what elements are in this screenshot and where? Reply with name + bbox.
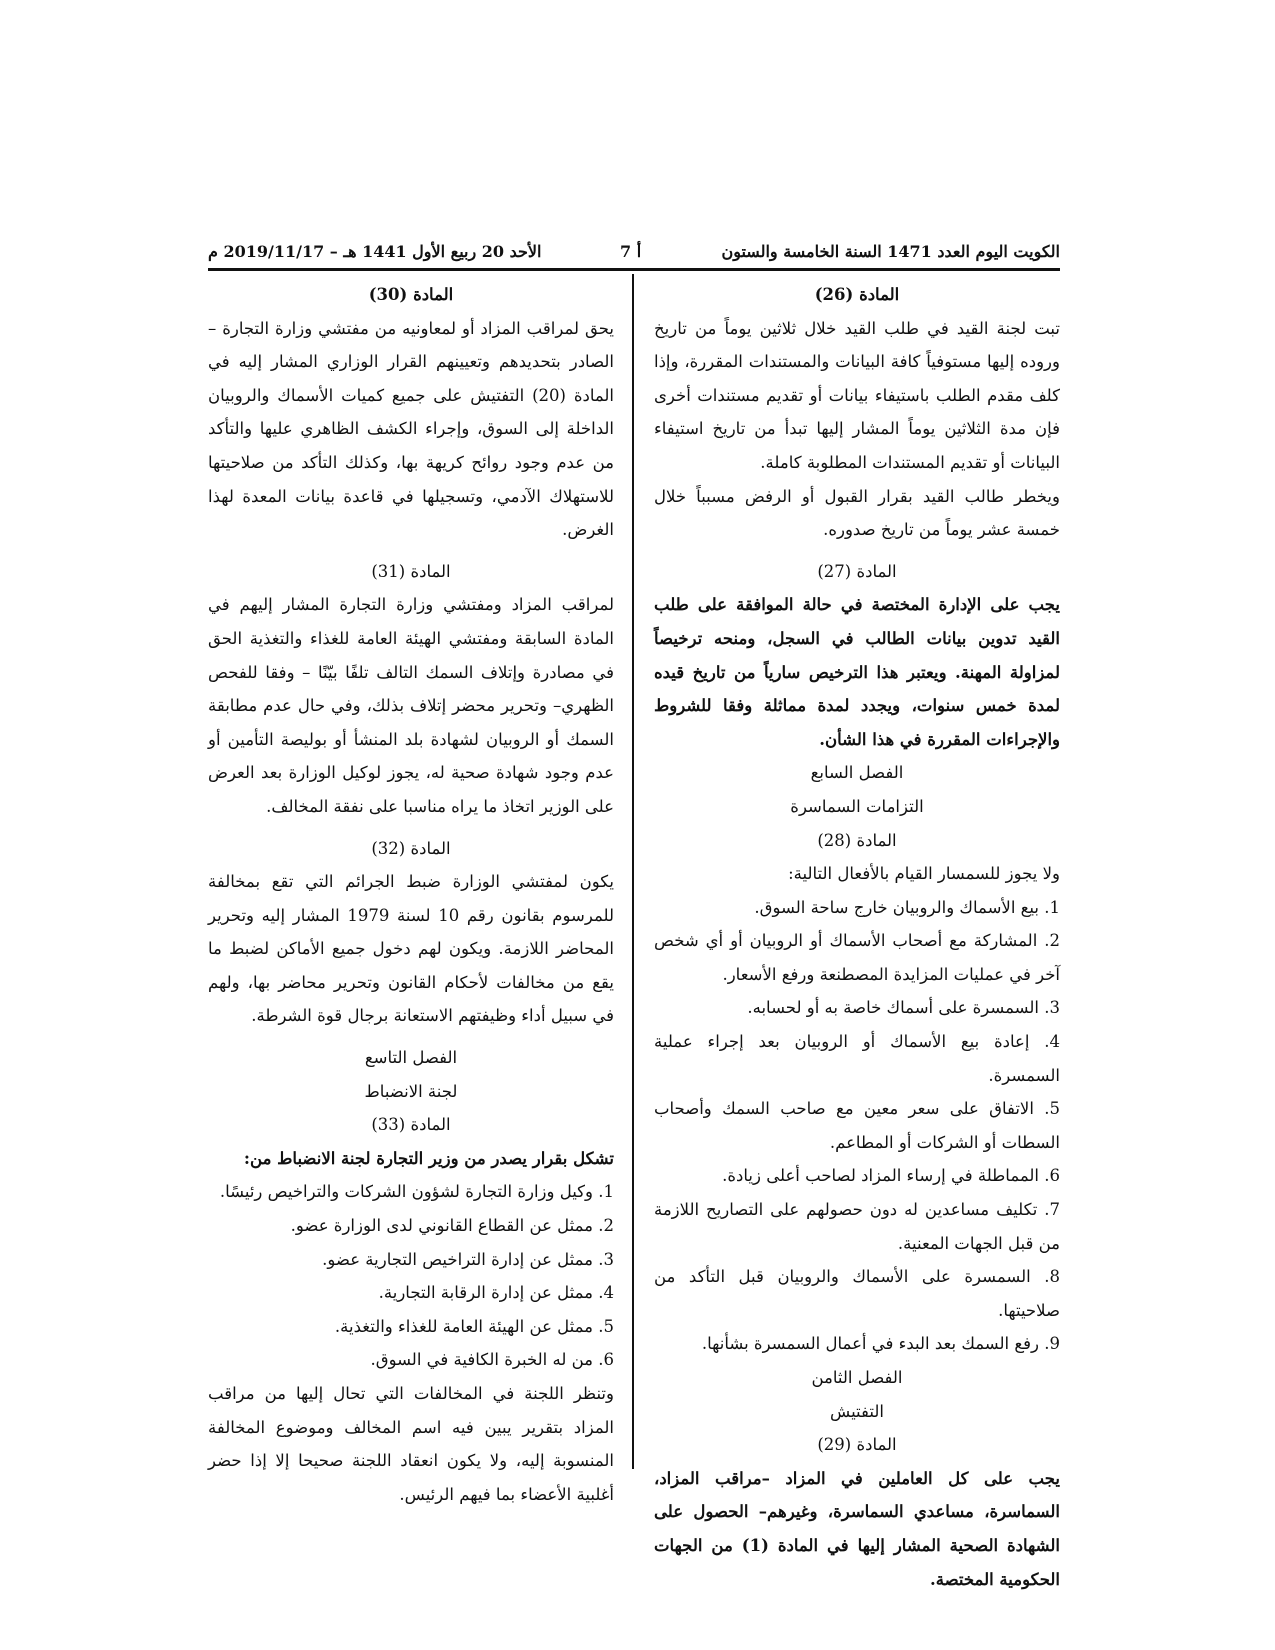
list-item: 5. الاتفاق على سعر معين مع صاحب السمك وأصحاب السطات أو الشركات أو المطاعم. xyxy=(654,1099,1060,1152)
issue-date: الأحد 20 ربيع الأول 1441 هـ – 2019/11/17 م xyxy=(208,242,542,261)
column-divider xyxy=(632,274,634,1469)
article-31-title: المادة (31) xyxy=(371,561,451,581)
article-26-paragraph-1: تبت لجنة القيد في طلب القيد خلال ثلاثين يوماً من تاريخ وروده إليها مستوفياً كافة البيانات والمستندات المقررة، وإذا كلف مقدم الطلب باستيفاء بيانات أو تقديم مستندات أخرى فإن مدة الثلاثين يوماً المشار إليها تبدأ من تاريخ استيفاء البيانات أو تقديم المستندات المطلوبة كاملة. xyxy=(654,318,1060,472)
article-28-title: المادة (28) xyxy=(817,830,897,850)
list-item: 9. رفع السمك بعد البدء في أعمال السمسرة بشأنها. xyxy=(701,1334,1060,1354)
list-item: 4. ممثل عن إدارة الرقابة التجارية. xyxy=(378,1283,614,1303)
article-32-paragraph-1: يكون لمفتشي الوزارة ضبط الجرائم التي تقع بمخالفة للمرسوم بقانون رقم 10 لسنة 1979 المشار إليه وتحرير المحاضر اللازمة. ويكون لهم دخول جميع الأماكن لضبط ما يقع من مخالفات لأحكام القانون وتحرير محاضر بها، ولهم في سبيل أداء وظيفتهم الاستعانة برجال قوة الشرطة. xyxy=(208,872,614,1026)
list-item: 2. المشاركة مع أصحاب الأسماك أو الروبيان أو أي شخص آخر في عمليات المزايدة المصطنعة ورفع الأسعار. xyxy=(654,931,1060,984)
article-26-title: المادة (26) xyxy=(814,285,900,304)
list-item: 3. ممثل عن إدارة التراخيص التجارية عضو. xyxy=(322,1249,614,1269)
article-27-title: المادة (27) xyxy=(817,561,897,581)
article-33-title: المادة (33) xyxy=(371,1115,451,1135)
article-29-paragraph-1: يجب على كل العاملين في المزاد –مراقب المزاد، السماسرة، مساعدي السماسرة، وغيرهم– الحصول على الشهادة الصحية المشار إليها في المادة (1) من الجهات الحكومية المختصة. xyxy=(654,1468,1060,1589)
list-item: 7. تكليف مساعدين له دون حصولهم على التصاريح اللازمة من قبل الجهات المعنية. xyxy=(654,1200,1060,1253)
page-number: أ 7 xyxy=(620,242,642,261)
article-30-title: المادة (30) xyxy=(368,285,454,304)
article-30-paragraph-1: يحق لمراقب المزاد أو لمعاونيه من مفتشي وزارة التجارة – الصادر بتحديدهم وتعيينهم القرار الوزاري المشار إليه في المادة (20) التفتيش على جميع كميات الأسماك والروبيان الداخلة إلى السوق، وإجراء الكشف الظاهري عليها والتأكد من عدم وجود روائح كريهة بها، وكذلك التأكد من صلاحيتها للاستهلاك الآدمي، وتسجيلها في قاعدة بيانات المعدة لهذا الغرض. xyxy=(208,318,615,540)
list-item: 1. بيع الأسماك والروبيان خارج ساحة السوق. xyxy=(754,897,1060,917)
article-31-paragraph-1: لمراقب المزاد ومفتشي وزارة التجارة المشار إليهم في المادة السابقة ومفتشي الهيئة العامة للغذاء والتغذية الحق في مصادرة وإتلاف السمك التالف تلفًا بيّنًا – وفقا للفحص الظهري– وتحرير محضر إتلاف بذلك، وفي حال عدم مطابقة السمك أو الروبيان لشهادة بلد المنشأ أو بوليصة التأمين أو عدم وجود شهادة صحية له، يجوز لوكيل الوزارة بعد العرض على الوزير اتخاذ ما يراه مناسبا على نفقة المخالف. xyxy=(208,595,614,816)
list-item: 3. السمسرة على أسماك خاصة به أو لحسابه. xyxy=(747,998,1060,1018)
page-header xyxy=(208,236,1060,266)
list-item: 6. المماطلة في إرساء المزاد لصاحب أعلى زيادة. xyxy=(722,1166,1060,1186)
article-27-paragraph-1: يجب على الإدارة المختصة في حالة الموافقة على طلب القيد تدوين بيانات الطالب في السجل، ومنحه ترخيصاً لمزاولة المهنة. ويعتبر هذا الترخيص سارياً من تاريخ قيده لمدة خمس سنوات، ويجدد لمدة مماثلة وفقا للشروط والإجراءات المقررة في هذا الشأن. xyxy=(654,595,1060,749)
list-item: 2. ممثل عن القطاع القانوني لدى الوزارة عضو. xyxy=(290,1216,614,1236)
list-item: 1. وكيل وزارة التجارة لشؤون الشركات والتراخيص رئيسًا. xyxy=(219,1182,614,1202)
publication-info: الكويت اليوم العدد 1471 السنة الخامسة والستون xyxy=(721,242,1060,261)
header-divider xyxy=(208,268,1060,271)
left-column xyxy=(208,278,614,1511)
chapter-7-subtitle: التزامات السماسرة xyxy=(790,796,924,816)
chapter-7-title: الفصل السابع xyxy=(810,763,904,783)
right-column xyxy=(654,278,1060,1596)
article-28-intro: ولا يجوز للسمسار القيام بالأفعال التالية: xyxy=(788,864,1060,884)
list-item: 5. ممثل عن الهيئة العامة للغذاء والتغذية. xyxy=(334,1316,614,1336)
article-29-title: المادة (29) xyxy=(817,1435,897,1455)
chapter-8-title: الفصل الثامن xyxy=(811,1368,903,1387)
list-item: 6. من له الخبرة الكافية في السوق. xyxy=(370,1350,614,1370)
chapter-9-title: الفصل التاسع xyxy=(364,1048,458,1068)
chapter-9-subtitle: لجنة الانضباط xyxy=(364,1081,458,1101)
article-33-intro: تشكل بقرار يصدر من وزير التجارة لجنة الانضباط من: xyxy=(243,1148,614,1168)
article-32-title: المادة (32) xyxy=(371,838,451,858)
article-26-paragraph-2: ويخطر طالب القيد بقرار القبول أو الرفض مسبباً خلال خمسة عشر يوماً من تاريخ صدوره. xyxy=(654,486,1060,540)
chapter-8-subtitle: التفتيش xyxy=(830,1401,884,1421)
list-item: 8. السمسرة على الأسماك والروبيان قبل التأكد من صلاحيتها. xyxy=(654,1267,1060,1320)
article-33-paragraph-2: وتنظر اللجنة في المخالفات التي تحال إليها من مراقب المزاد بتقرير يبين فيه اسم المخالف وموضوع المخالفة المنسوبة إليه، ولا يكون انعقاد اللجنة صحيحا إلا إذا حضر أغلبية الأعضاء بما فيهم الرئيس. xyxy=(208,1384,614,1504)
list-item: 4. إعادة بيع الأسماك أو الروبيان بعد إجراء عملية السمسرة. xyxy=(654,1032,1060,1085)
